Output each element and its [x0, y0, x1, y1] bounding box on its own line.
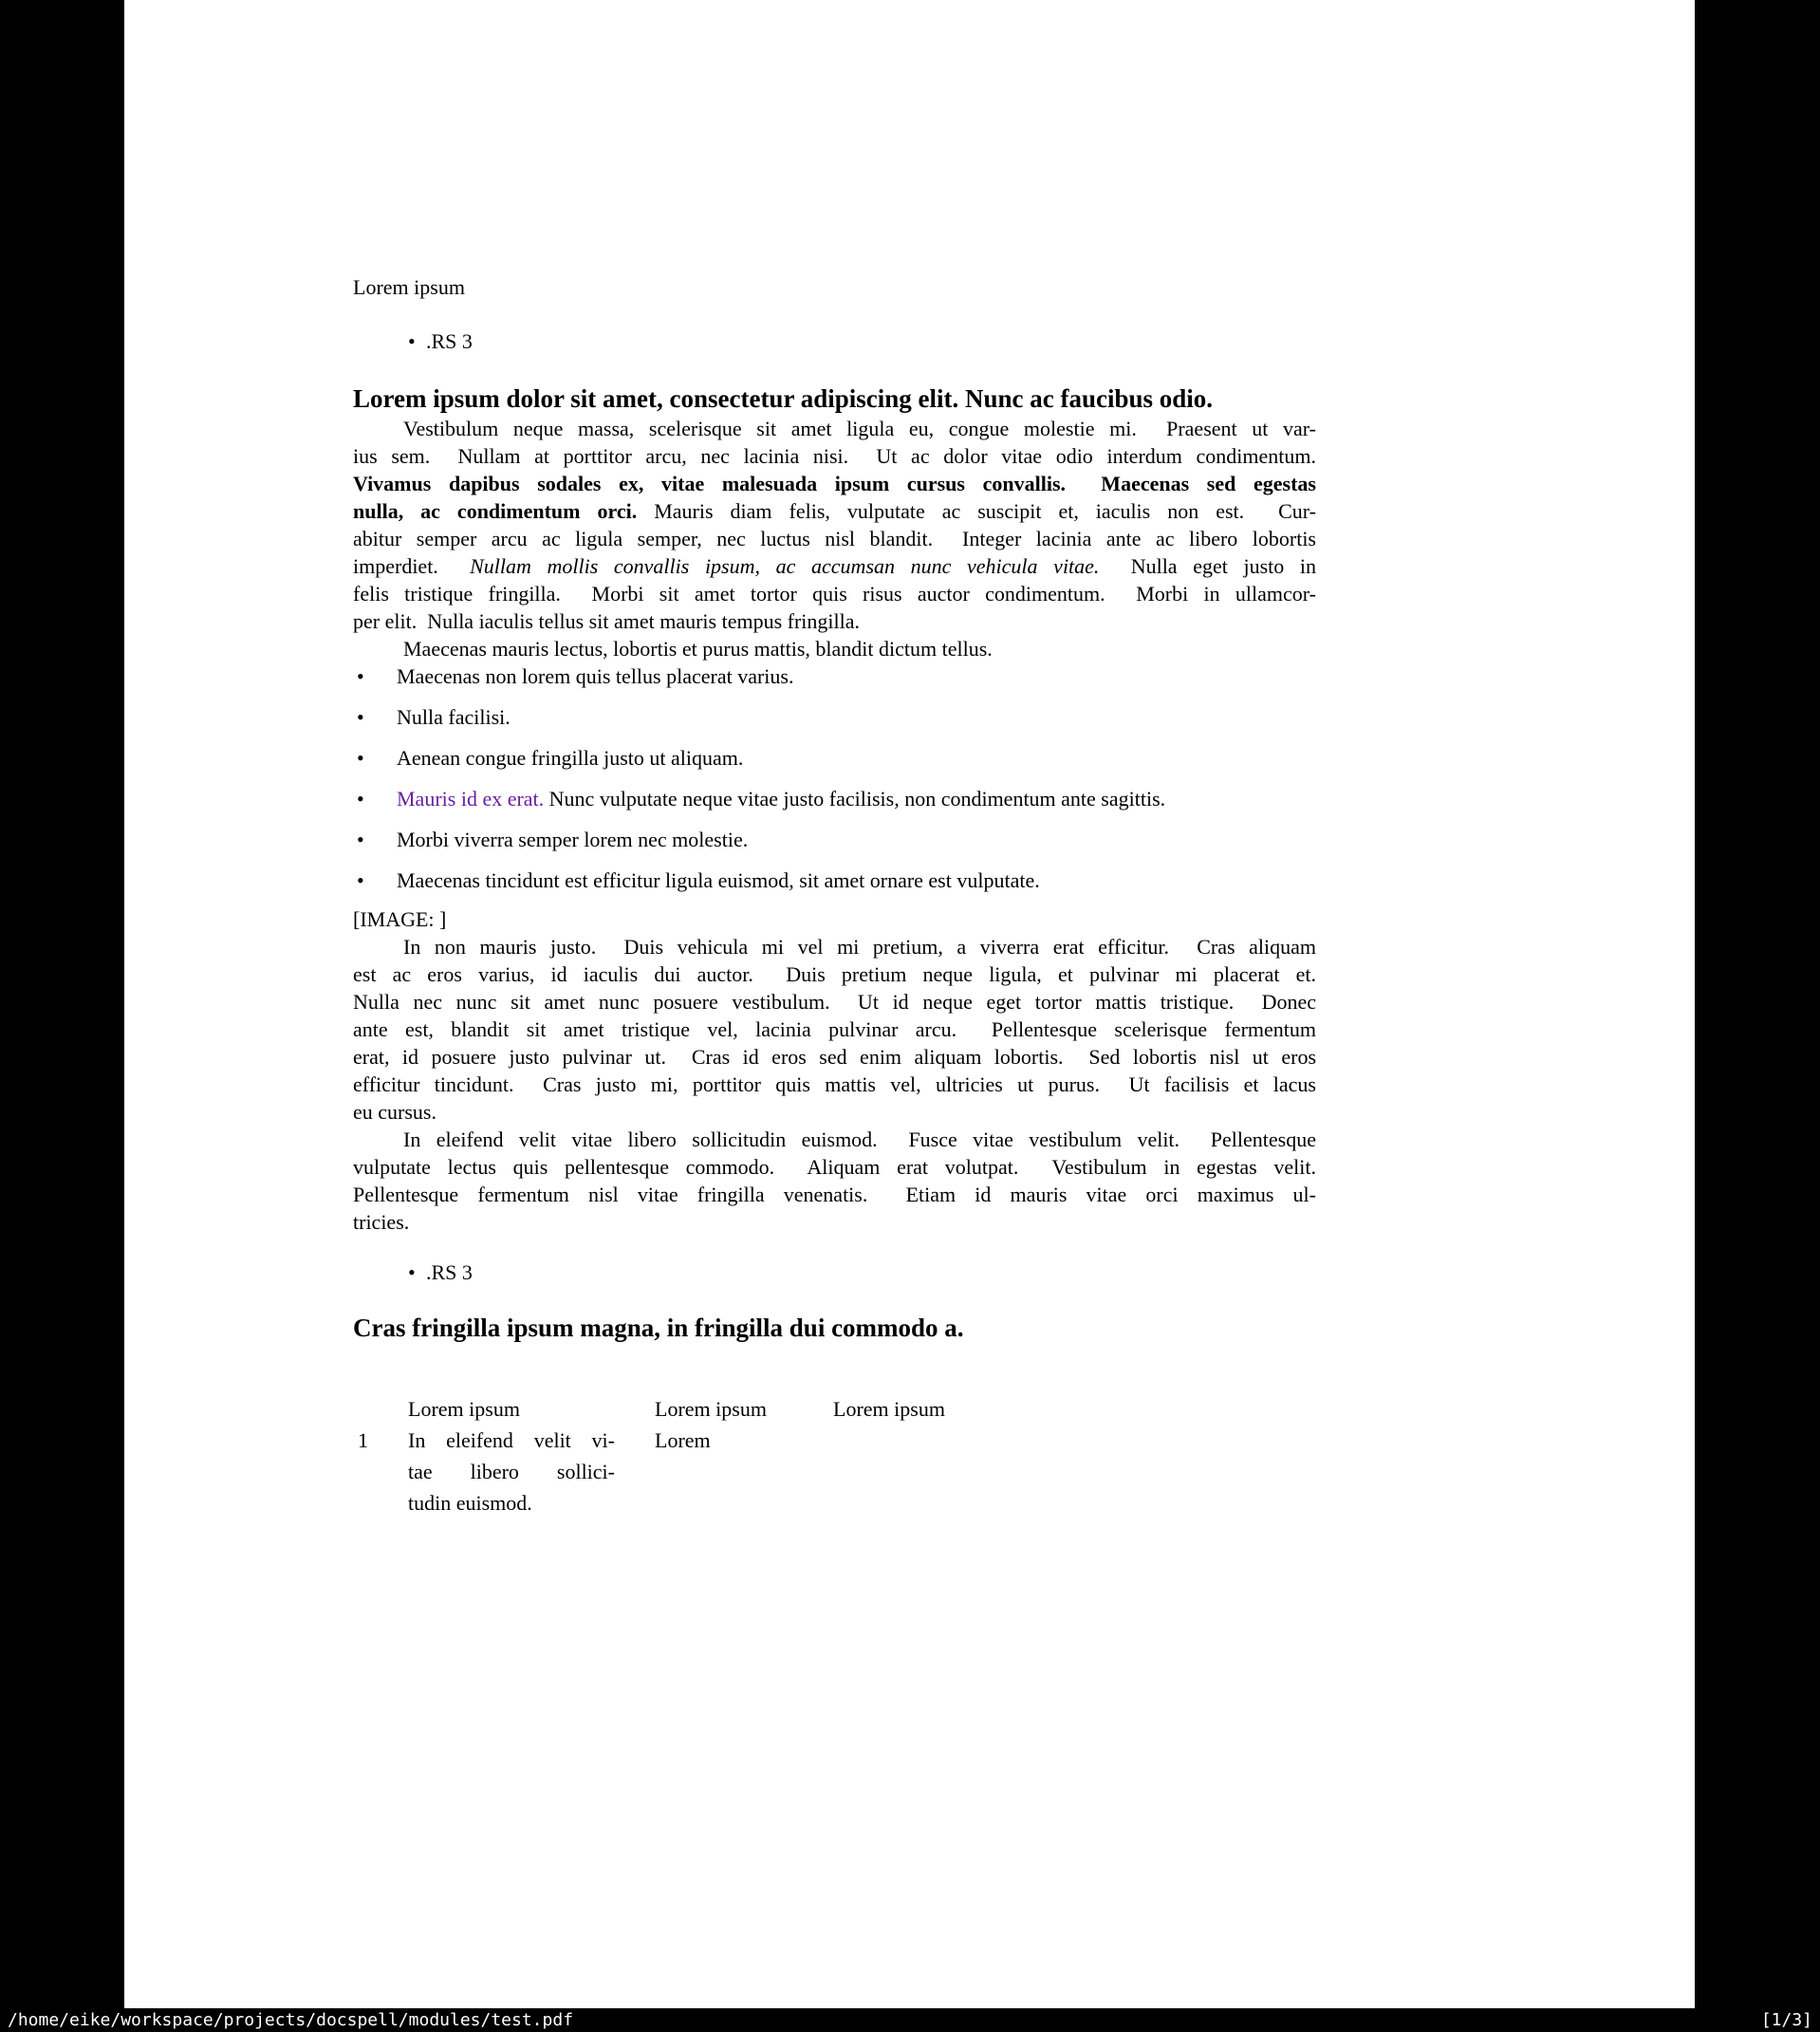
table-cell [408, 1425, 615, 1519]
bullet-item [353, 703, 1316, 731]
table-cell [833, 1425, 1316, 1519]
text-segment: Nullam mollis convallis ipsum, ac accumsan nunc vehicula vitae. [470, 554, 1100, 578]
rs-macro-bullet: • .RS 3 [353, 327, 1316, 355]
table-header-cell: Lorem ipsum [833, 1397, 945, 1421]
rs-macro-bullet: • .RS 3 [353, 1258, 1316, 1286]
paragraph-line [353, 933, 1316, 960]
table-row-number: 1 [358, 1428, 368, 1452]
table-cell: Lorem [655, 1428, 711, 1452]
paragraph-line [353, 1181, 1316, 1208]
bullet-item [353, 867, 1316, 894]
text-segment: est ac eros varius, id iaculis dui auctor. Duis pretium neque ligula, et pulvinar mi placerat et. [353, 962, 1316, 986]
statusbar [0, 2008, 1820, 2032]
section-heading: Cras fringilla ipsum magna, in fringilla dui commodo a. [353, 1314, 964, 1342]
text-segment: efficitur tincidunt. Cras justo mi, porttitor quis mattis vel, ultricies ut purus. Ut facilisis et lacus [353, 1072, 1316, 1096]
text-segment: Nunc vulputate neque vitae justo facilisis, non condimentum ante sagittis. [544, 787, 1166, 811]
text-segment: Nulla nec nunc sit amet nunc posuere vestibulum. Ut id neque eget tortor mattis tristique. Donec [353, 990, 1316, 1014]
text-segment: vulputate lectus quis pellentesque commodo. Aliquam erat volutpat. Vestibulum in egestas velit. [353, 1155, 1316, 1179]
paragraph-line [353, 552, 1316, 580]
paragraph-line [353, 442, 1316, 470]
text-segment: ante est, blandit sit amet tristique vel, lacinia pulvinar arcu. Pellentesque scelerisque fermentum [353, 1017, 1316, 1041]
table-header-spacer [353, 1393, 408, 1425]
bullet-list [353, 662, 1316, 894]
paragraph-line [353, 607, 1316, 635]
paragraph-line [353, 415, 1316, 442]
paragraph-line [353, 960, 1316, 988]
paragraph [353, 1126, 1316, 1236]
text-segment: erat, id posuere justo pulvinar ut. Cras id eros sed enim aliquam lobortis. Sed lobortis nisl ut eros [353, 1045, 1316, 1069]
text-segment: Vestibulum neque massa, scelerisque sit amet ligula eu, congue molestie mi. Praesent ut var- [403, 417, 1316, 440]
paragraph-line [353, 1153, 1316, 1181]
text-segment: Morbi viverra semper lorem nec molestie. [397, 828, 749, 851]
statusbar-page-indicator: [1/3] [1760, 2010, 1812, 2030]
text-segment: Nulla facilisi. [397, 705, 511, 729]
page-content [353, 0, 1316, 1519]
paragraph-line [353, 525, 1316, 552]
table-header-cell: Lorem ipsum [408, 1397, 520, 1421]
text-segment: tricies. [353, 1210, 410, 1234]
paragraph-line [353, 1098, 1316, 1126]
text-segment: eu cursus. [353, 1100, 436, 1124]
pdf-page[interactable] [124, 0, 1695, 2008]
paragraph [353, 933, 1316, 1126]
table-cell-line: tae libero sollici- [408, 1460, 615, 1483]
text-segment: Aenean congue fringilla justo ut aliquam. [397, 746, 744, 770]
text-segment: imperdiet. [353, 554, 471, 578]
table-cell-line: tudin euismod. [408, 1491, 532, 1515]
text-segment: abitur semper arcu ac ligula semper, nec luctus nisl blandit. Integer lacinia ante ac libero lobortis [353, 527, 1316, 550]
paragraph-line [353, 1208, 1316, 1236]
text-segment: Maecenas mauris lectus, lobortis et purus mattis, blandit dictum tellus. [403, 637, 993, 661]
table-header-cell: Lorem ipsum [655, 1397, 767, 1421]
paragraph [353, 415, 1316, 635]
text-line: Lorem ipsum [353, 275, 465, 299]
text-segment: per elit. Nulla iaculis tellus sit amet mauris tempus fringilla. [353, 609, 860, 633]
text-segment: ius sem. Nullam at porttitor arcu, nec lacinia nisi. Ut ac dolor vitae odio interdum condimentum. [353, 444, 1316, 468]
paragraph-line [353, 1043, 1316, 1071]
pdf-link[interactable]: Mauris id ex erat. [397, 787, 545, 811]
text-segment: Pellentesque fermentum nisl vitae fringilla venenatis. Etiam id mauris vitae orci maximus ul- [353, 1183, 1316, 1206]
paragraph-line [353, 1071, 1316, 1098]
text-segment: felis tristique fringilla. Morbi sit amet tortor quis risus auctor condimentum. Morbi in ullamcor- [353, 582, 1316, 606]
paragraph [353, 635, 1316, 662]
paragraph-line [353, 580, 1316, 607]
paragraph-line [353, 988, 1316, 1016]
paragraph-line [353, 1126, 1316, 1153]
bullet-item [353, 785, 1316, 812]
statusbar-file-path: /home/eike/workspace/projects/docspell/modules/test.pdf [8, 2010, 574, 2030]
text-segment: Maecenas non lorem quis tellus placerat varius. [397, 664, 794, 688]
paragraph-line [353, 497, 1316, 525]
text-segment: nulla, ac condimentum orci. [353, 499, 638, 523]
text-segment: Vivamus dapibus sodales ex, vitae malesuada ipsum cursus convallis. Maecenas sed egestas [353, 472, 1316, 495]
image-placeholder: [IMAGE: ] [353, 907, 447, 931]
paragraph-line [353, 470, 1316, 497]
text-segment: Mauris diam felis, vulputate ac suscipit et, iaculis non est. Cur- [637, 499, 1317, 523]
paragraph-line [353, 635, 1316, 662]
bullet-item [353, 826, 1316, 853]
text-segment: In eleifend velit vitae libero sollicitudin euismod. Fusce vitae vestibulum velit. Pellentesque [403, 1128, 1316, 1151]
text-segment: In non mauris justo. Duis vehicula mi vel mi pretium, a viverra erat efficitur. Cras aliquam [403, 935, 1316, 959]
bullet-item [353, 744, 1316, 772]
paragraph-line [353, 1016, 1316, 1043]
lorem-table [353, 1393, 1316, 1519]
text-segment: Maecenas tincidunt est efficitur ligula euismod, sit amet ornare est vulputate. [397, 868, 1040, 892]
bullet-item [353, 662, 1316, 690]
text-segment: Nulla eget justo in [1099, 554, 1316, 578]
table-cell-line: In eleifend velit vi- [408, 1428, 615, 1452]
section-heading: Lorem ipsum dolor sit amet, consectetur adipiscing elit. Nunc ac faucibus odio. [353, 384, 1214, 413]
